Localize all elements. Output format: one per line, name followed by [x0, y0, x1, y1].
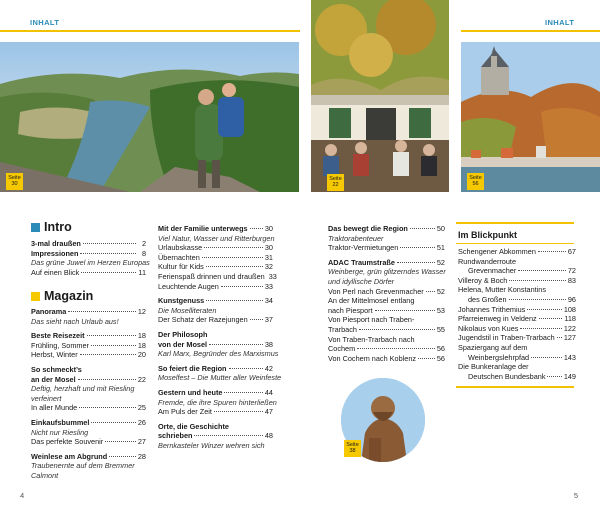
toc-dot-leader [209, 344, 263, 345]
toc-entry[interactable] [158, 224, 273, 234]
toc-page-number: 42 [264, 363, 273, 373]
toc-entry-label: Von Perl nach Grevenmacher [328, 286, 424, 296]
toc-page-number: 33 [264, 281, 273, 291]
toc-entry[interactable] [31, 375, 146, 385]
toc-page-number: 22 [137, 374, 146, 384]
toc-entry[interactable] [158, 340, 273, 350]
toc-entry[interactable] [328, 234, 445, 244]
toc-entry[interactable] [158, 349, 279, 359]
toc-entry[interactable] [158, 330, 273, 340]
toc-page-number: 83 [567, 275, 576, 285]
toc-entry[interactable] [328, 267, 445, 277]
toc-page-number: 26 [137, 417, 146, 427]
toc-dot-leader [250, 228, 263, 229]
toc-entry[interactable] [328, 344, 445, 354]
toc-entry[interactable] [31, 384, 146, 394]
toc-entry-label: Beste Reisezeit [31, 331, 85, 341]
toc-dot-leader [206, 300, 263, 301]
toc-dot-leader [68, 311, 136, 312]
toc-entry-label: Impressionen [31, 248, 79, 258]
toc-entry[interactable] [458, 257, 576, 267]
toc-dot-leader [194, 435, 262, 436]
toc-dot-leader [80, 253, 136, 254]
page-number-right: 5 [573, 491, 578, 500]
toc-dot-leader [520, 328, 561, 329]
toc-entry-label: Der Philosoph [158, 329, 208, 339]
toc-entry-label: Urlaubskasse [158, 243, 203, 253]
toc-entry[interactable] [31, 341, 146, 351]
toc-dot-leader [79, 407, 136, 408]
toc-page-number: 18 [137, 331, 146, 341]
toc-dot-leader [83, 243, 136, 244]
toc-entry-label: In aller Munde [31, 403, 78, 413]
toc-page-number: 67 [567, 247, 576, 256]
toc-entry-label: Helena, Mutter Konstantins [458, 285, 547, 295]
toc-dot-leader [78, 379, 136, 380]
toc-entry-label: Cochem [328, 344, 356, 354]
toc-entry-label: Der Schatz der Razejungen [158, 315, 248, 325]
toc-page-number: 52 [436, 286, 445, 296]
toc-dot-leader [527, 309, 561, 310]
toc-page-number: 31 [264, 252, 273, 262]
toc-page-number: 118 [564, 314, 576, 324]
toc-page-number: 8 [141, 248, 146, 258]
toc-entry[interactable] [31, 268, 146, 278]
toc-dot-leader [105, 441, 136, 442]
toc-dot-leader [80, 354, 136, 355]
toc-entry[interactable] [158, 407, 273, 417]
toc-page-number: 20 [137, 350, 146, 360]
toc-entry-subtitle: Traubenernte auf dem Bremmer [31, 461, 135, 471]
toc-entry-label: Schengener Abkommen [458, 247, 536, 256]
toc-page-number: 2 [141, 239, 146, 248]
toc-page-number: 55 [436, 324, 445, 334]
toc-entry-label: Das bewegt die Region [328, 224, 408, 233]
toc-entry-subtitle: Fremde, die ihre Spuren hinterließen [158, 397, 277, 407]
toc-entry[interactable] [31, 461, 146, 471]
toc-page-number: 33 [268, 271, 277, 281]
toc-entry-label: Auf einen Blick [31, 267, 80, 277]
toc-entry[interactable] [328, 258, 445, 268]
toc-entry[interactable] [31, 418, 146, 428]
toc-entry[interactable] [31, 437, 146, 447]
toc-page-number: 149 [563, 371, 576, 381]
toc-dot-leader [91, 345, 136, 346]
page-badge: Seite 56 [467, 173, 484, 190]
photo-mosel-valley-hikers [0, 42, 299, 192]
toc-entry-label: des Großen [468, 294, 507, 304]
toc-entry[interactable] [328, 224, 445, 234]
toc-entry-label: Gestern und heute [158, 387, 223, 397]
page-number-left: 4 [20, 491, 25, 500]
toc-page-number: 96 [567, 294, 576, 304]
toc-entry-subtitle: Bernkasteler Winzer wehren sich [158, 440, 265, 450]
toc-entry-label: Einkaufsbummel [31, 417, 90, 427]
toc-entry[interactable] [158, 243, 273, 253]
toc-entry[interactable] [158, 234, 273, 244]
toc-entry[interactable] [158, 373, 282, 383]
toc-entry-label: Villeroy & Boch [458, 275, 508, 285]
toc-page-number: 28 [137, 451, 146, 461]
toc-entry[interactable] [31, 403, 146, 413]
toc-entry-label: So feiert die Region [158, 363, 227, 373]
toc-entry-subtitle: Traktorabenteuer [328, 233, 384, 243]
toc-page-number: 122 [563, 323, 576, 333]
toc-entry-subtitle: Moselfest – Die Mutter aller Weinfeste [158, 373, 282, 383]
toc-entry-label: Nikolaus von Kues [458, 323, 519, 333]
toc-entry[interactable] [458, 295, 576, 305]
toc-dot-leader [224, 392, 262, 393]
toc-page-number: 127 [563, 333, 576, 343]
toc-dot-leader [109, 456, 136, 457]
toc-entry-label: Von Cochem nach Koblenz [328, 353, 417, 363]
toc-dot-leader [87, 335, 136, 336]
toc-dot-leader [375, 310, 435, 311]
toc-entry[interactable] [458, 247, 576, 257]
toc-entry-subtitle: Weinberge, grün glitzerndes Wasser [328, 267, 446, 277]
header-label-left: INHALT [30, 18, 60, 27]
toc-entry[interactable] [328, 296, 445, 306]
toc-entry[interactable] [31, 428, 146, 438]
toc-page-number: 32 [264, 262, 273, 272]
toc-entry-subtitle: verfeinert [31, 393, 62, 403]
toc-entry[interactable] [458, 372, 576, 382]
toc-entry-label: Leuchtende Augen [158, 281, 219, 291]
toc-entry-label: von der Mosel [158, 339, 208, 349]
toc-dot-leader [509, 299, 566, 300]
toc-entry-subtitle: Deftig, herzhaft und mit Riesling [31, 384, 135, 394]
photo-cochem-castle [461, 42, 600, 192]
toc-page-number: 30 [264, 224, 273, 233]
page-badge: Seite 38 [344, 440, 361, 457]
square-icon [31, 223, 40, 232]
toc-entry[interactable] [458, 266, 576, 276]
toc-entry[interactable] [158, 364, 273, 374]
toc-page-number: 50 [436, 224, 445, 233]
toc-entry-label: So schmeckt’s [31, 364, 82, 374]
toc-dot-leader [81, 272, 136, 273]
toc-dot-leader [410, 228, 435, 229]
toc-page-number: 11 [138, 267, 146, 277]
toc-list-intro [31, 239, 150, 277]
toc-entry-label: schrieben [158, 431, 193, 441]
toc-dot-leader [214, 411, 263, 412]
toc-entry-label: Orte, die Geschichte [158, 421, 229, 431]
toc-entry[interactable] [158, 271, 277, 282]
toc-entry-label: Weinbergslehrpfad [468, 352, 530, 362]
toc-entry[interactable] [458, 276, 576, 286]
toc-entry[interactable] [458, 324, 576, 334]
toc-page-number: 108 [563, 304, 576, 314]
toc-dot-leader [204, 247, 263, 248]
toc-entry[interactable] [458, 353, 576, 363]
toc-page-number: 143 [563, 352, 576, 362]
toc-entry-subtitle: Die Moselliteraten [158, 305, 217, 315]
toc-entry-label: Grevenmacher [468, 266, 517, 276]
toc-entry[interactable] [328, 354, 445, 364]
toc-entry[interactable] [31, 471, 146, 481]
toc-entry-label: Johannes Trithemius [458, 304, 526, 314]
toc-entry[interactable] [31, 394, 146, 404]
toc-page-number: 53 [436, 305, 445, 315]
toc-entry-label: Von Traben-Trarbach nach [328, 334, 415, 344]
toc-entry-label: Weinlese am Abgrund [31, 451, 108, 461]
header-rule-right [461, 30, 600, 32]
toc-dot-leader [359, 329, 435, 330]
toc-list-blickpunkt [458, 247, 576, 381]
header-rule-left [0, 30, 300, 32]
toc-entry-label: Jugendstil in Traben-Trarbach [458, 333, 555, 343]
toc-entry[interactable] [328, 335, 445, 345]
toc-entry-label: Am Puls der Zeit [158, 407, 212, 417]
toc-entry-subtitle: Karl Marx, Begründer des Marxismus [158, 349, 279, 359]
toc-entry-label: Trarbach [328, 324, 357, 334]
toc-entry[interactable] [458, 343, 576, 353]
box-rule-top [456, 222, 574, 224]
toc-entry[interactable] [158, 262, 273, 272]
toc-dot-leader [202, 257, 263, 258]
toc-entry-label: an der Mosel [31, 374, 76, 384]
toc-entry-subtitle: Das sieht nach Urlaub aus! [31, 316, 119, 326]
toc-entry-label: Übernachten [158, 252, 200, 262]
section-heading-intro: Intro [31, 220, 72, 234]
toc-entry[interactable] [31, 249, 146, 259]
toc-entry[interactable] [328, 287, 445, 297]
toc-entry[interactable] [158, 422, 273, 432]
toc-dot-leader [250, 319, 263, 320]
toc-entry-label: Das perfekte Souvenir [31, 437, 104, 447]
box-heading: Im Blickpunkt [458, 230, 518, 240]
toc-dot-leader [547, 376, 561, 377]
toc-entry[interactable] [31, 258, 150, 268]
toc-dot-leader [518, 270, 566, 271]
toc-entry-label: Rundwanderroute [458, 256, 517, 266]
toc-entry-label: Traktor-Vermietungen [328, 243, 399, 253]
toc-entry-label: Ferienspaß drinnen und draußen [158, 271, 265, 281]
toc-entry[interactable] [31, 365, 146, 375]
toc-dot-leader [229, 368, 263, 369]
toc-entry-subtitle: Calmont [31, 470, 59, 480]
toc-entry[interactable] [458, 333, 576, 343]
page-badge: Seite 30 [6, 173, 23, 190]
toc-entry-subtitle: Nicht nur Riesling [31, 427, 89, 437]
toc-entry-label: Pfarreienweg in Veldenz [458, 314, 537, 324]
toc-dot-leader [357, 348, 435, 349]
toc-dot-leader [418, 358, 435, 359]
toc-page-number: 56 [436, 344, 445, 354]
toc-entry-label: Von Piesport nach Traben- [328, 315, 415, 325]
toc-page-number: 27 [137, 437, 146, 447]
toc-entry[interactable] [31, 452, 146, 462]
toc-page-number: 12 [137, 307, 146, 316]
toc-entry[interactable] [158, 282, 273, 292]
toc-entry[interactable] [458, 314, 576, 324]
toc-entry[interactable] [158, 315, 273, 325]
toc-entry[interactable] [158, 431, 273, 441]
toc-entry[interactable] [31, 239, 146, 249]
toc-entry-label: Mit der Familie unterwegs [158, 224, 248, 233]
toc-entry-label: Herbst, Winter [31, 350, 78, 360]
toc-entry[interactable] [158, 388, 273, 398]
toc-dot-leader [557, 337, 562, 338]
toc-entry-label: Kunstgenuss [158, 296, 205, 306]
toc-entry[interactable] [328, 277, 445, 287]
toc-dot-leader [221, 286, 263, 287]
photo-cafe-terrace [311, 0, 449, 192]
toc-entry[interactable] [458, 362, 576, 372]
toc-page-number: 47 [264, 407, 273, 417]
toc-entry[interactable] [31, 350, 146, 360]
toc-dot-leader [397, 262, 435, 263]
toc-entry[interactable] [328, 243, 445, 253]
toc-page-number: 37 [264, 315, 273, 325]
toc-entry[interactable] [31, 307, 146, 317]
toc-entry-label: Die Bunkeranlage der [458, 362, 529, 372]
toc-dot-leader [206, 266, 263, 267]
header-label-right: INHALT [545, 18, 575, 27]
toc-entry-label: ADAC Traumstraße [328, 257, 395, 267]
toc-entry-label: nach Piesport [328, 305, 373, 315]
toc-entry[interactable] [328, 315, 445, 325]
box-rule-bottom [456, 386, 574, 388]
toc-page-number: 25 [137, 403, 146, 413]
toc-entry[interactable] [158, 441, 273, 451]
toc-page-number: 44 [264, 387, 273, 397]
toc-page-number: 38 [264, 339, 273, 349]
toc-dot-leader [539, 318, 563, 319]
toc-page-number: 56 [436, 353, 445, 363]
toc-entry-label: An der Mittelmosel entlang [328, 296, 415, 306]
toc-entry-label: Panorama [31, 307, 67, 316]
toc-dot-leader [509, 280, 566, 281]
toc-entry-subtitle: und idyllische Dörfer [328, 276, 395, 286]
toc-entry[interactable] [31, 331, 146, 341]
box-rule-heading [456, 243, 574, 244]
toc-entry[interactable] [328, 325, 445, 335]
toc-entry-label: 3-mal draußen [31, 239, 81, 248]
toc-entry[interactable] [458, 305, 576, 315]
toc-list-magazin [31, 307, 146, 481]
toc-dot-leader [400, 247, 435, 248]
toc-page-number: 51 [436, 243, 445, 253]
toc-list-column-2 [158, 224, 282, 450]
toc-entry-label: Deutschen Bundesbank [468, 371, 546, 381]
toc-entry[interactable] [458, 285, 576, 295]
toc-entry-label: Spaziergang auf dem [458, 342, 528, 352]
toc-entry[interactable] [328, 306, 445, 316]
toc-entry-subtitle: Viel Natur, Wasser und Ritterburgen [158, 233, 275, 243]
toc-dot-leader [538, 251, 566, 252]
toc-entry[interactable] [31, 317, 146, 327]
toc-entry[interactable] [158, 296, 273, 306]
toc-list-column-3 [328, 224, 445, 363]
toc-page-number: 34 [264, 296, 273, 306]
toc-page-number: 52 [436, 257, 445, 267]
page-badge: Seite 22 [327, 174, 344, 191]
toc-entry[interactable] [158, 306, 273, 316]
toc-dot-leader [91, 422, 135, 423]
toc-entry-subtitle: Das grüne Juwel im Herzen Europas [31, 258, 150, 268]
section-heading-magazin: Magazin [31, 289, 93, 303]
square-icon [31, 292, 40, 301]
toc-entry[interactable] [158, 253, 273, 263]
toc-page-number: 72 [567, 266, 576, 276]
toc-page-number: 18 [137, 340, 146, 350]
toc-entry-label: Kultur für Kids [158, 262, 204, 272]
toc-dot-leader [426, 291, 435, 292]
toc-entry-label: Frühling, Sommer [31, 340, 89, 350]
toc-entry[interactable] [158, 397, 277, 408]
toc-dot-leader [531, 357, 562, 358]
toc-page-number: 48 [264, 431, 273, 441]
toc-page-number: 30 [264, 243, 273, 253]
